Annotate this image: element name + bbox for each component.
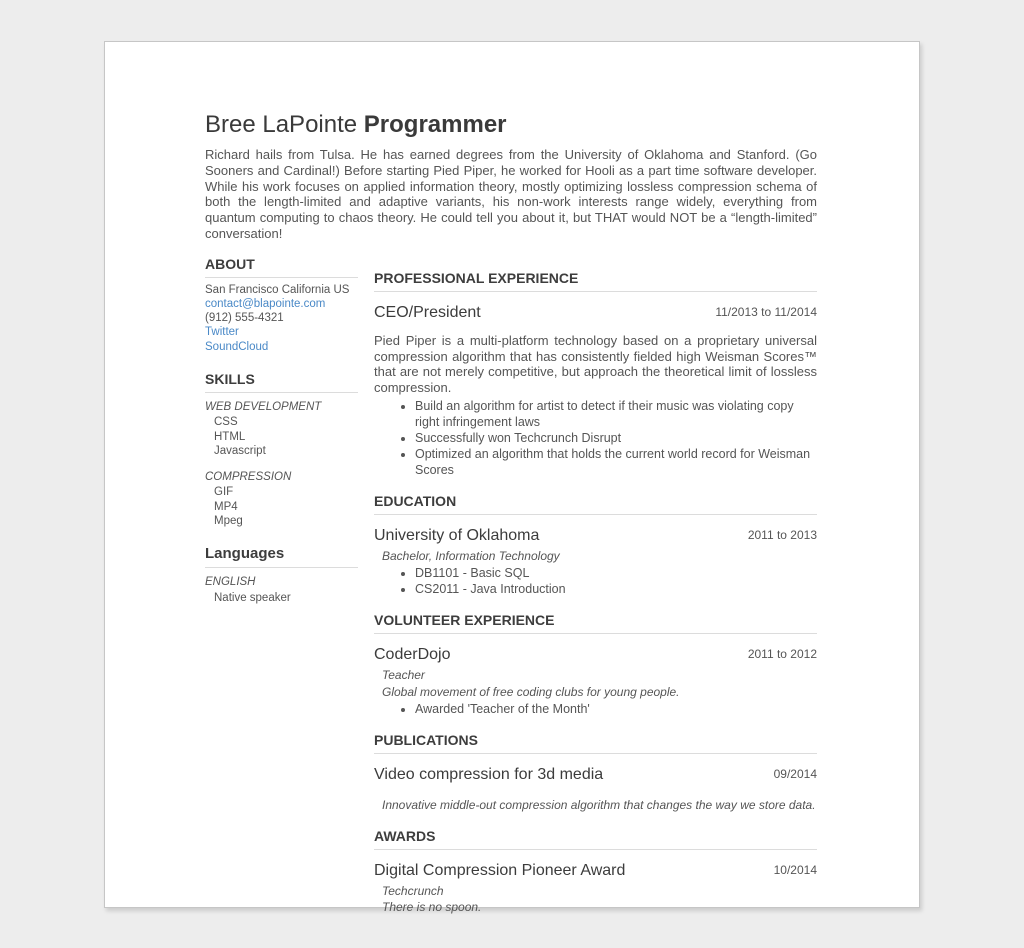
education-heading: EDUCATION [374,493,817,515]
experience-entry-title: CEO/President [374,303,481,321]
skills-section [205,371,358,528]
sidebar [205,256,358,930]
education-bullet: • DB1101 - Basic SQL [415,565,817,581]
job-title: Programmer [363,111,507,138]
page-title [205,111,817,139]
volunteer-entry-header [374,645,817,665]
skill-group-compression [205,470,358,528]
volunteer-role: Teacher [382,668,425,683]
summary-text: Richard hails from Tulsa. He has earned degrees from the University of Oklahoma and Stanford. (Go Sooners and Cardinal!) Before starting Pied Piper, he worked for Hooli as a part time software developer. While his work focuses on applied information theory, mostly optimizing lossless compression schema of both the length-limited and adaptive variants, his non-work interests range widely, everything from quantum computing to chaos theory. He could tell you about it, but THAT would NOT be a “length-limited” conversation! [205,147,817,241]
resume-page [104,41,920,915]
publications-heading: PUBLICATIONS [374,732,817,754]
skill-item: GIF [214,486,234,499]
spacer [357,111,364,138]
publication-description: Innovative middle-out compression algorithm that changes the way we store data. [382,798,816,813]
skill-item: HTML [214,430,246,443]
education-entry-title: University of Oklahoma [374,526,540,544]
publications-section [374,732,817,813]
about-lines [205,278,358,354]
columns [205,256,817,930]
languages-section [205,545,358,605]
twitter-link[interactable]: Twitter [205,326,239,339]
person-name: Bree LaPointe [205,111,358,138]
language-group [205,575,358,605]
skill-item: Javascript [214,444,266,457]
education-bullet-list [374,565,817,597]
skill-group-label: COMPRESSION [205,470,292,483]
skills-heading: SKILLS [205,371,358,393]
about-section [205,256,358,354]
phone-text: (912) 555-4321 [205,312,284,325]
publication-entry-header [374,765,817,785]
volunteer-heading: VOLUNTEER EXPERIENCE [374,612,817,634]
volunteer-bullet: • Awarded 'Teacher of the Month' [415,701,817,717]
skill-group-web [205,400,358,458]
education-entry-date: 2011 to 2013 [747,527,817,542]
education-entry-header [374,526,817,546]
skill-item: MP4 [214,500,238,513]
education-section [374,493,817,598]
skill-item: Mpeg [214,514,243,527]
experience-section [374,270,817,478]
awards-heading: AWARDS [374,828,817,850]
experience-bullet: • Optimized an algorithm that holds the current world record for Weisman Scores [415,446,817,478]
award-entry-date: 10/2014 [773,862,817,877]
award-description: There is no spoon. [382,900,482,915]
volunteer-entry-date: 2011 to 2012 [747,647,817,662]
experience-bullet-list [374,398,817,478]
award-issuer: Techcrunch [382,883,444,898]
location-text: San Francisco California US [205,283,350,296]
volunteer-entry-title: CoderDojo [374,646,451,664]
skill-item: CSS [214,416,238,429]
languages-heading: Languages [205,545,358,568]
skill-group-label: WEB DEVELOPMENT [205,400,322,413]
education-subtitle: Bachelor, Information Technology [382,548,560,563]
about-heading: ABOUT [205,256,358,278]
main-column [374,256,817,930]
experience-bullet: • Build an algorithm for artist to detect if their music was violating copy right infringement laws [415,398,817,430]
volunteer-description: Global movement of free coding clubs for young people. [382,684,680,699]
experience-heading: PROFESSIONAL EXPERIENCE [374,270,817,292]
publication-entry-date: 09/2014 [773,767,817,782]
volunteer-bullet-list [374,701,817,717]
publication-entry-title: Video compression for 3d media [374,766,604,784]
experience-description: Pied Piper is a multi-platform technology based on a proprietary universal compression algorithm that has consistently fielded high Weisman Scores™ that are not merely competitive, but approach the theoretical limit of lossless compression. [374,332,817,396]
resume-content [105,42,919,930]
experience-entry-date: 11/2013 to 11/2014 [715,304,817,319]
award-entry-header [374,861,817,881]
language-level: Native speaker [214,591,291,604]
soundcloud-link[interactable]: SoundCloud [205,340,269,353]
experience-entry-header [374,303,817,323]
language-label: ENGLISH [205,576,256,589]
award-entry-title: Digital Compression Pioneer Award [374,861,626,879]
awards-section [374,828,817,915]
email-link[interactable]: contact@blapointe.com [205,297,326,310]
experience-bullet: • Successfully won Techcrunch Disrupt [415,430,817,446]
volunteer-section [374,612,817,717]
education-bullet: • CS2011 - Java Introduction [415,581,817,597]
